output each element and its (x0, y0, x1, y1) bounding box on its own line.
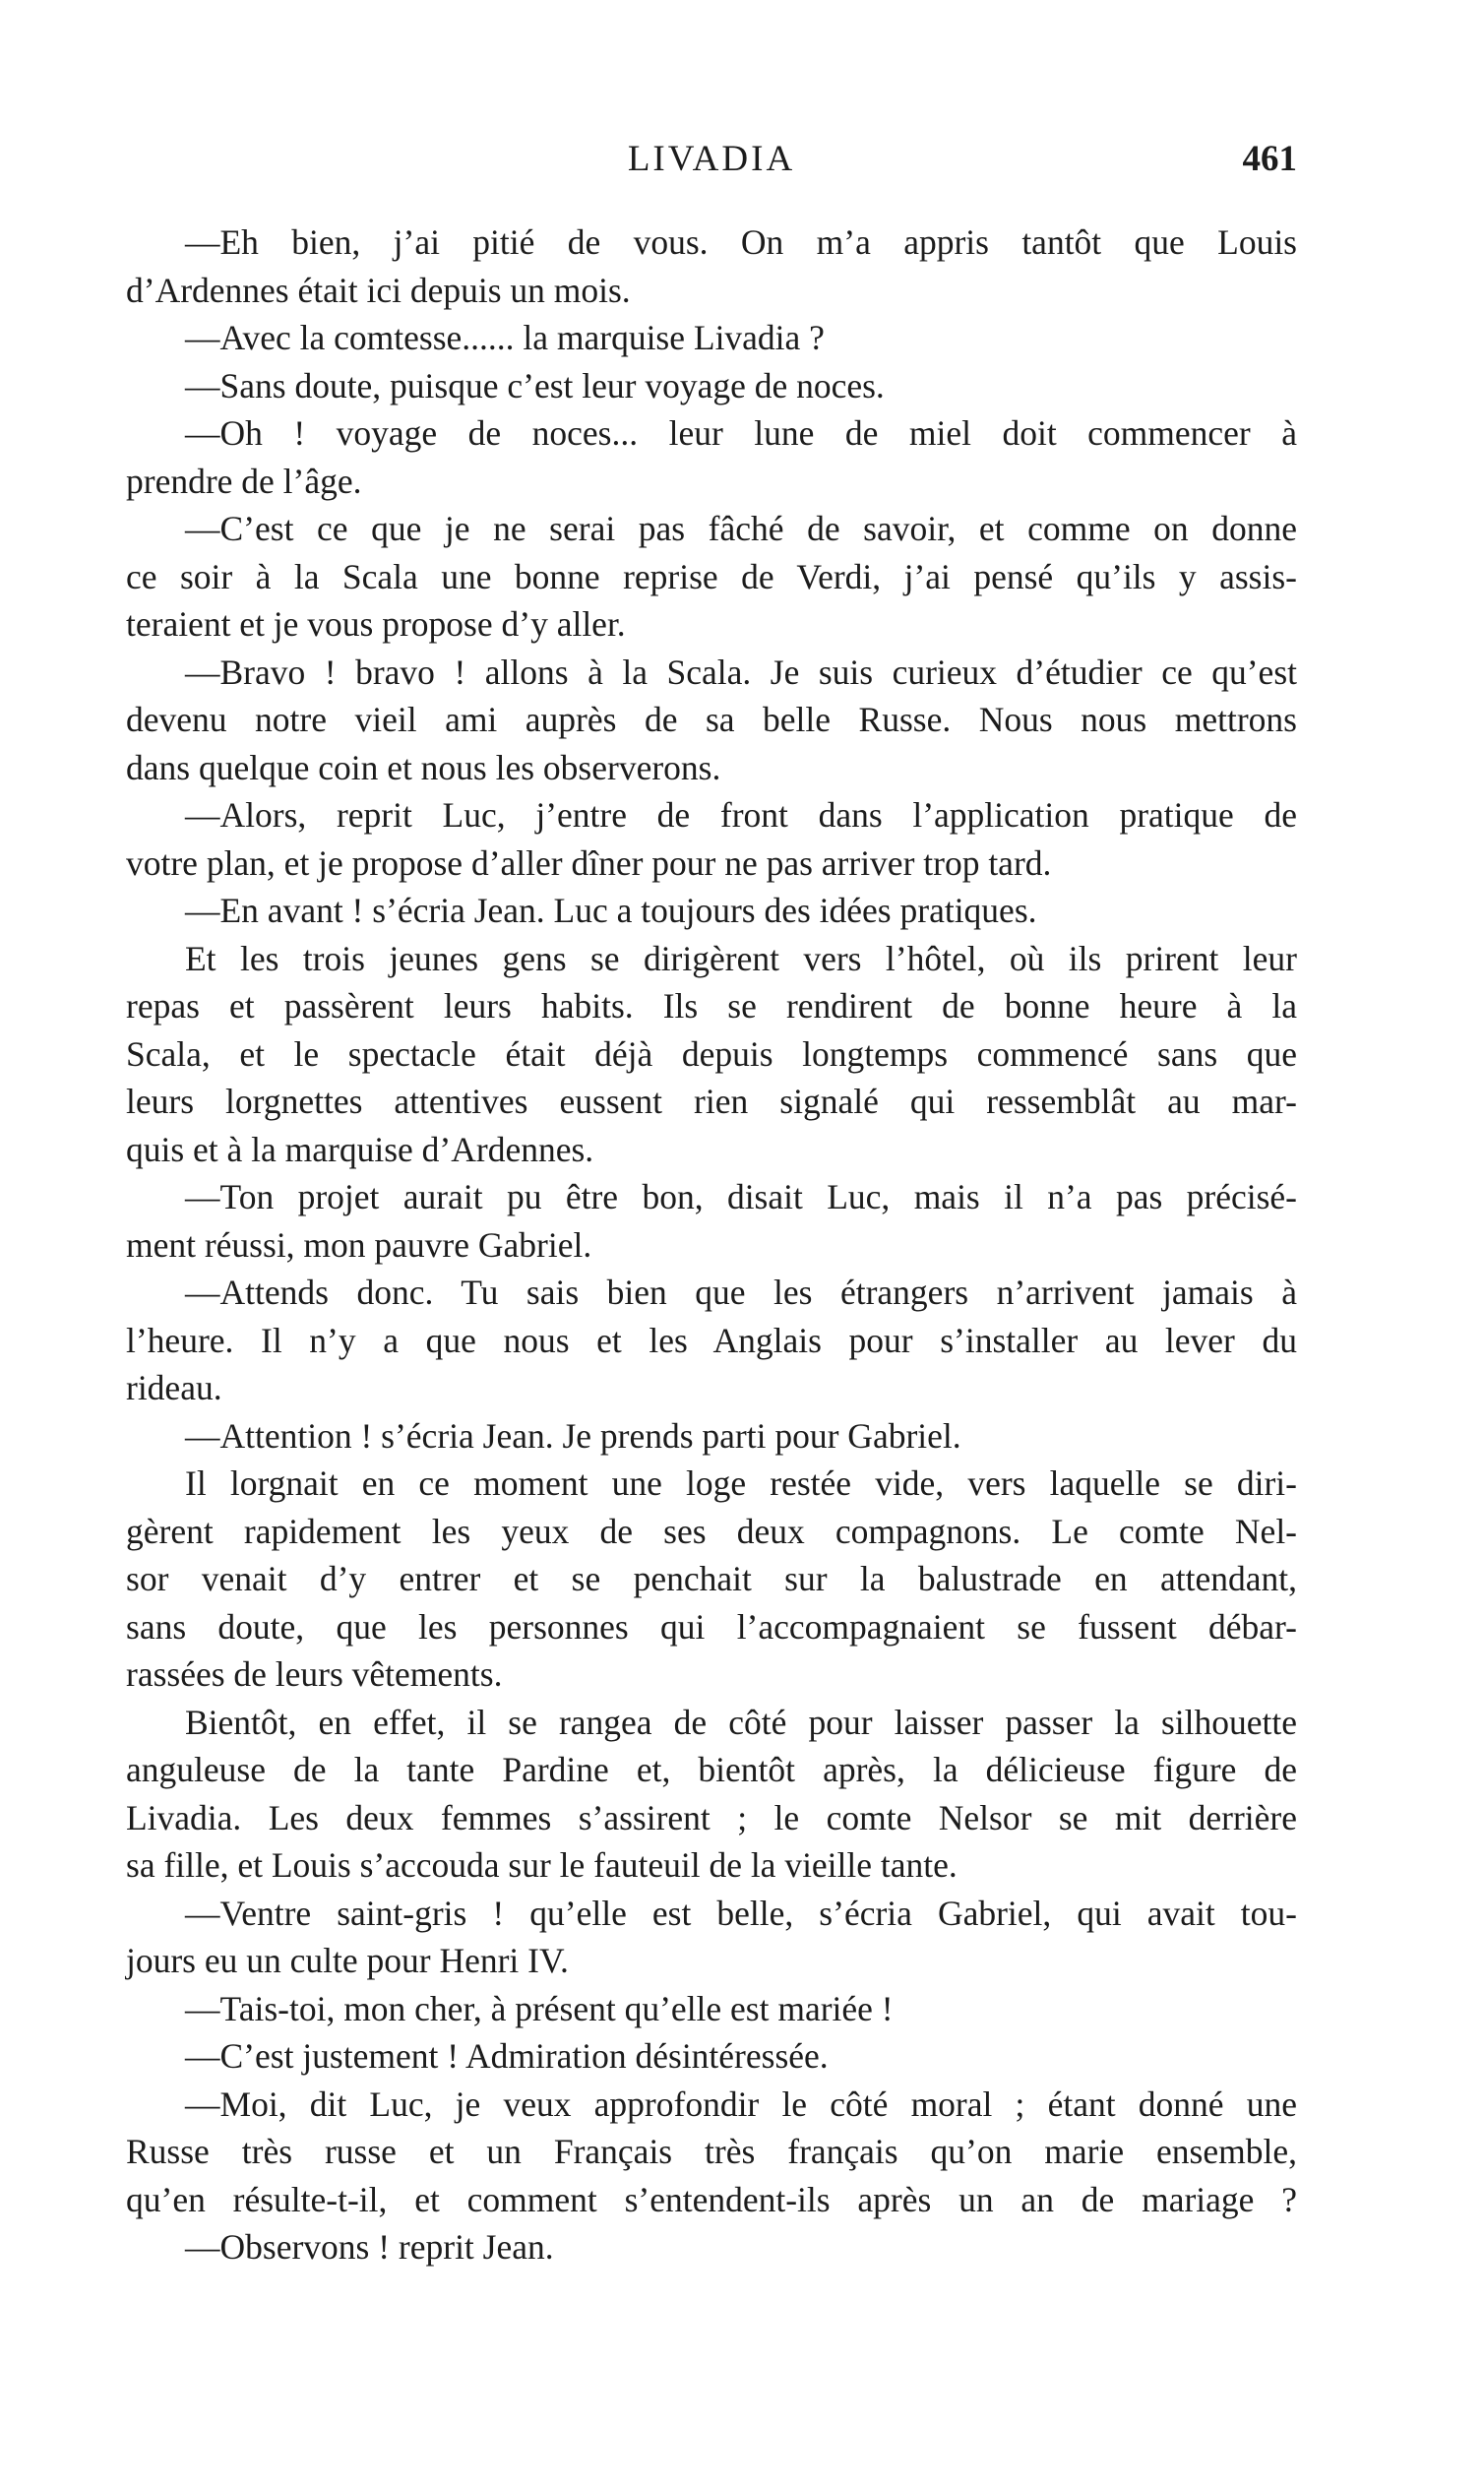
text-line: votre plan, et je propose d’aller dîner pour ne pas arriver trop tard. (126, 842, 1052, 883)
text-line: devenu notre vieil ami auprès de sa belle Russe. Nous nous mettrons (126, 700, 1297, 739)
text-line: sa fille, et Louis s’accouda sur le fauteuil de la vieille tante. (126, 1845, 958, 1885)
page-number: 461 (1242, 139, 1297, 179)
text-line: l’heure. Il n’y a que nous et les Anglais pour s’installer au lever du (126, 1320, 1297, 1360)
text-line: —Attention ! s’écria Jean. Je prends parti pour Gabriel. (185, 1415, 961, 1456)
body-text (126, 218, 1297, 2271)
text-line: quis et à la marquise d’Ardennes. (126, 1129, 594, 1169)
text-line: rideau. (126, 1368, 222, 1407)
text-line: sans doute, que les personnes qui l’accompagnaient se fussent débar- (126, 1606, 1297, 1647)
text-line: —Avec la comtesse...... la marquise Livadia ? (185, 318, 825, 357)
text-line: —Moi, dit Luc, je veux approfondir le côté moral ; étant donné une (185, 2084, 1297, 2124)
text-line: Bientôt, en effet, il se rangea de côté pour laisser passer la silhouette (185, 1702, 1297, 1742)
running-head (126, 138, 1297, 197)
text-line: —Sans doute, puisque c’est leur voyage de noces. (185, 365, 885, 405)
text-line: —Bravo ! bravo ! allons à la Scala. Je suis curieux d’étudier ce qu’est (185, 652, 1297, 692)
text-line: ce soir à la Scala une bonne reprise de Verdi, j’ai pensé qu’ils y assis- (126, 556, 1297, 596)
text-line: ment réussi, mon pauvre Gabriel. (126, 1224, 592, 1265)
text-line: —Ventre saint-gris ! qu’elle est belle, s’écria Gabriel, qui avait tou- (185, 1893, 1297, 1933)
text-line: —En avant ! s’écria Jean. Luc a toujours des idées pratiques. (185, 891, 1037, 930)
text-line: Livadia. Les deux femmes s’assirent ; le comte Nelsor se mit derrière (126, 1797, 1297, 1837)
text-line: Russe très russe et un Français très français qu’on marie ensemble, (126, 2132, 1297, 2171)
text-line: —Attends donc. Tu sais bien que les étrangers n’arrivent jamais à (185, 1273, 1297, 1312)
text-line: rassées de leurs vêtements. (126, 1654, 503, 1694)
text-line: repas et passèrent leurs habits. Ils se rendirent de bonne heure à la (126, 986, 1297, 1026)
text-line: —C’est ce que je ne serai pas fâché de savoir, et comme on donne (185, 509, 1297, 548)
text-line: —Observons ! reprit Jean. (185, 2227, 554, 2267)
running-title: LIVADIA (627, 139, 796, 179)
text-line: d’Ardennes était ici depuis un mois. (126, 270, 631, 310)
text-line: sor venait d’y entrer et se penchait sur la balustrade en attendant, (126, 1559, 1297, 1598)
text-line: Scala, et le spectacle était déjà depuis longtemps commencé sans que (126, 1033, 1297, 1074)
text-line: dans quelque coin et nous les observerons. (126, 747, 721, 787)
text-line: —Tais-toi, mon cher, à présent qu’elle est mariée ! (185, 1988, 894, 2028)
text-line: —Oh ! voyage de noces... leur lune de miel doit commencer à (185, 413, 1297, 453)
text-line: —Eh bien, j’ai pitié de vous. On m’a appris tantôt que Louis (185, 222, 1297, 262)
text-line: anguleuse de la tante Pardine et, bientôt après, la délicieuse figure de (126, 1750, 1297, 1789)
text-line: Il lorgnait en ce moment une loge restée vide, vers laquelle se diri- (185, 1463, 1297, 1503)
text-line: leurs lorgnettes attentives eussent rien signalé qui ressemblât au mar- (126, 1082, 1297, 1121)
text-line: prendre de l’âge. (126, 461, 362, 501)
text-line: —Alors, reprit Luc, j’entre de front dans l’application pratique de (185, 795, 1297, 835)
text-line: gèrent rapidement les yeux de ses deux compagnons. Le comte Nel- (126, 1511, 1297, 1551)
text-line: teraient et je vous propose d’y aller. (126, 604, 626, 644)
text-line: —Ton projet aurait pu être bon, disait Luc, mais il n’a pas précisé- (185, 1177, 1297, 1216)
text-line: jours eu un culte pour Henri IV. (126, 1941, 569, 1980)
text-line: qu’en résulte-t-il, et comment s’entendent-ils après un an de mariage ? (126, 2179, 1297, 2219)
text-line: Et les trois jeunes gens se dirigèrent vers l’hôtel, où ils prirent leur (185, 938, 1297, 978)
text-line: —C’est justement ! Admiration désintéressée. (185, 2036, 829, 2076)
